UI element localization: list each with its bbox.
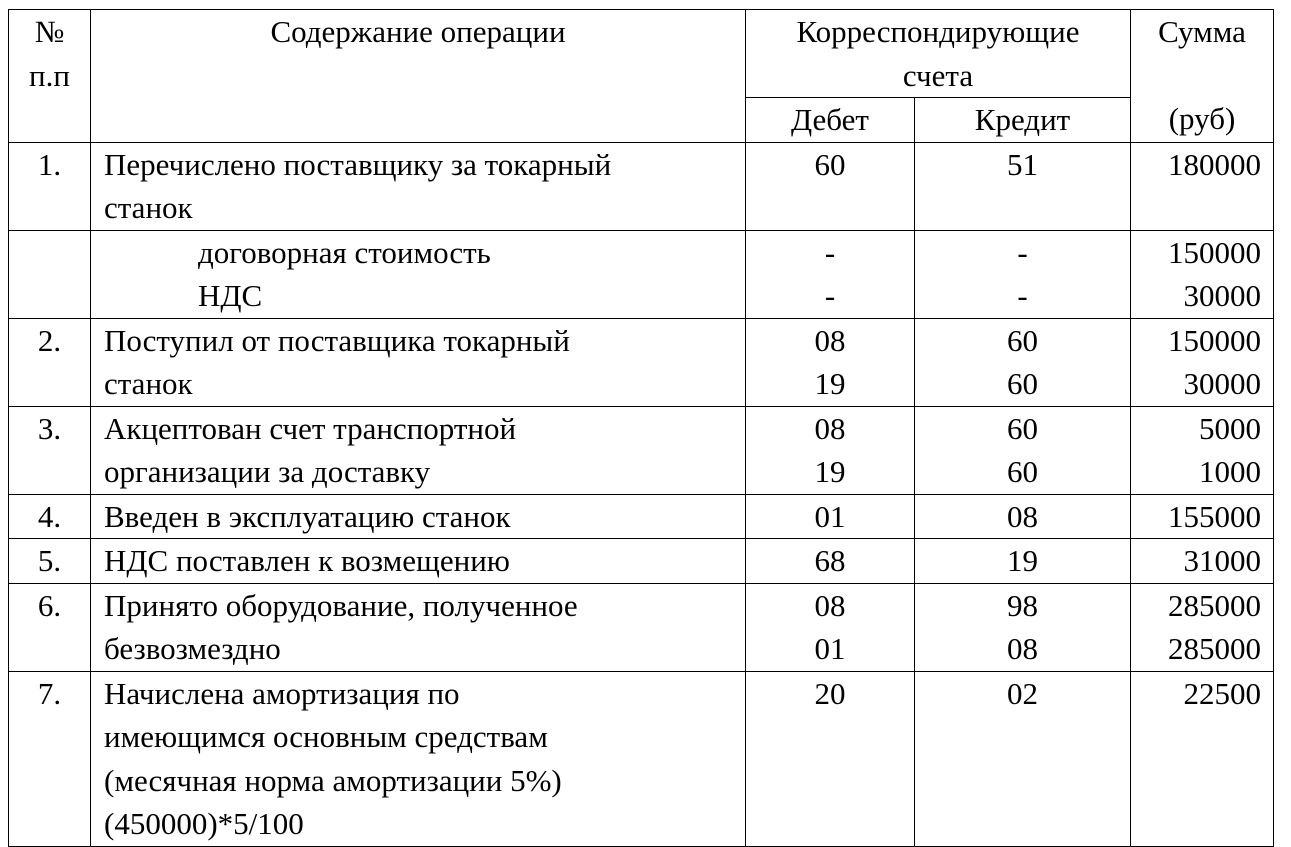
header-sum-label: Сумма bbox=[1158, 14, 1246, 49]
row-credit: 60 60 bbox=[915, 406, 1131, 494]
header-num-label-2: п.п bbox=[29, 57, 70, 93]
row-description: Начислена амортизация по имеющимся основным средствам (месячная норма амортизации 5%) (450000)*5/100 bbox=[91, 671, 746, 846]
row-num: 4. bbox=[9, 494, 91, 539]
row-amount: 285000 285000 bbox=[1131, 583, 1274, 671]
row-debit: 01 bbox=[746, 494, 915, 539]
row-description: Поступил от поставщика токарный станок bbox=[91, 318, 746, 406]
row-credit: 19 bbox=[915, 539, 1131, 584]
header-debit-label: Дебет bbox=[791, 102, 869, 137]
header-corr-cell bbox=[746, 10, 1131, 98]
row-description: Акцептован счет транспортной организации за доставку bbox=[91, 406, 746, 494]
row-description: Перечислено поставщику за токарный станок bbox=[91, 142, 746, 230]
header-sum-cell bbox=[1131, 10, 1274, 143]
row-description: Принято оборудование, полученное безвозмездно bbox=[91, 583, 746, 671]
table-row bbox=[9, 583, 1274, 671]
row-debit: 60 bbox=[746, 142, 915, 230]
table-row bbox=[9, 230, 1274, 318]
row-num: 3. bbox=[9, 406, 91, 494]
header-num-label: № bbox=[34, 14, 65, 49]
table-row bbox=[9, 671, 1274, 846]
operations-table bbox=[8, 9, 1274, 847]
row-debit: 20 bbox=[746, 671, 915, 846]
header-row bbox=[9, 10, 1274, 98]
row-num: 5. bbox=[9, 539, 91, 584]
row-debit: 08 19 bbox=[746, 318, 915, 406]
header-credit-cell bbox=[915, 98, 1131, 143]
row-num: 1. bbox=[9, 142, 91, 230]
row-description: НДС поставлен к возмещению bbox=[91, 539, 746, 584]
header-content-cell bbox=[91, 10, 746, 143]
row-amount: 150000 30000 bbox=[1131, 318, 1274, 406]
row-amount: 180000 bbox=[1131, 142, 1274, 230]
row-description: договорная стоимость НДС bbox=[91, 230, 746, 318]
table-row bbox=[9, 318, 1274, 406]
header-credit-label: Кредит bbox=[974, 102, 1071, 137]
header-sum-unit: (руб) bbox=[1168, 101, 1236, 136]
row-amount: 155000 bbox=[1131, 494, 1274, 539]
row-credit: - - bbox=[915, 230, 1131, 318]
header-num-cell bbox=[9, 10, 91, 143]
row-credit: 60 60 bbox=[915, 318, 1131, 406]
row-debit: 68 bbox=[746, 539, 915, 584]
row-amount: 5000 1000 bbox=[1131, 406, 1274, 494]
row-credit: 51 bbox=[915, 142, 1131, 230]
row-debit: 08 19 bbox=[746, 406, 915, 494]
row-amount: 22500 bbox=[1131, 671, 1274, 846]
row-num: 7. bbox=[9, 671, 91, 846]
header-corr-label: Корреспондирующие bbox=[796, 14, 1080, 49]
table-row bbox=[9, 494, 1274, 539]
row-num: 6. bbox=[9, 583, 91, 671]
row-credit: 98 08 bbox=[915, 583, 1131, 671]
row-num bbox=[9, 230, 91, 318]
row-credit: 08 bbox=[915, 494, 1131, 539]
table-row bbox=[9, 539, 1274, 584]
header-corr-label-2: счета bbox=[902, 57, 974, 93]
row-description: Введен в эксплуатацию станок bbox=[91, 494, 746, 539]
table-row bbox=[9, 406, 1274, 494]
row-amount: 150000 30000 bbox=[1131, 230, 1274, 318]
row-debit: 08 01 bbox=[746, 583, 915, 671]
row-debit: - - bbox=[746, 230, 915, 318]
row-credit: 02 bbox=[915, 671, 1131, 846]
row-amount: 31000 bbox=[1131, 539, 1274, 584]
header-content-label: Содержание операции bbox=[270, 14, 566, 49]
header-debit-cell bbox=[746, 98, 915, 143]
row-num: 2. bbox=[9, 318, 91, 406]
table-row bbox=[9, 142, 1274, 230]
